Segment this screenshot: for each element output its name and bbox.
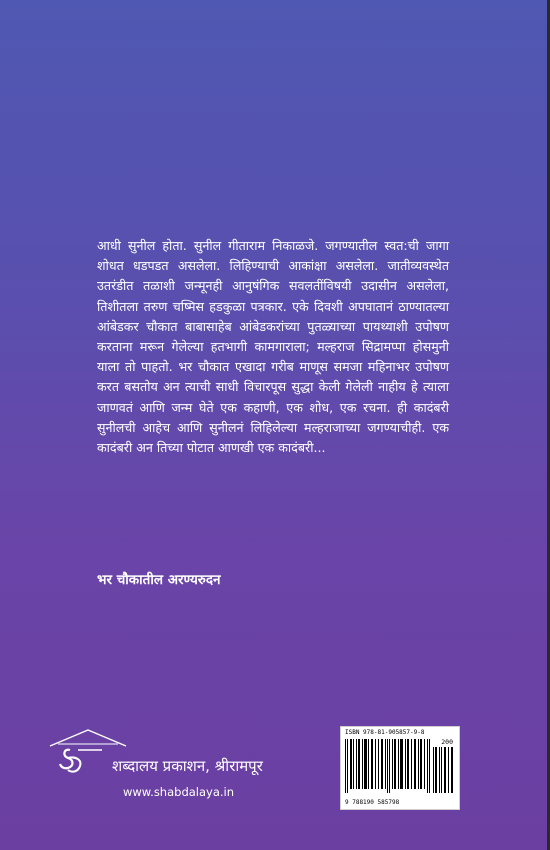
barcode-digits: 9 788190 585798: [345, 799, 400, 806]
price-label: 200: [441, 738, 453, 746]
blurb-section: [97, 236, 449, 458]
tagline: भर चौकातील अरण्यरुदन: [97, 572, 221, 588]
blurb-text: आधी सुनील होता. सुनील गीताराम निकाळजे. जगण्यातील स्वत:ची जागा शोधत धडपडत असलेला. लिहिण्याची आकांक्षा असलेला. जातीव्यवस्थेत उतरंडीत तळाशी जन्मूनही आनुषंगिक सवलतींविषयी उदासीन असलेला, तिशीतला तरुण चष्मिस हडकुळा पत्रकार. एके दिवशी अपघातानं ठाण्यातल्या आंबेडकर चौकात बाबासाहेब आंबेडकरांच्या पुतळ्याच्या पायथ्याशी उपोषण करताना मरून गेलेल्या हतभागी कामगाराला; मल्हराज सिद्रामप्पा होसमुनी याला तो पाहतो. भर चौकात एखादा गरीब माणूस समजा महिनाभर उपोषण करत बसतोय अन त्याची साधी विचारपूस सुद्धा केली गेलेली नाहीय हे त्याला जाणवतं आणि जन्म घेते एक कहाणी, एक शोध, एक रचना. ही कादंबरी सुनीलची आहेच आणि सुनीलनं लिहिलेल्या मल्हराजाच्या जगण्याचीही. एक कादंबरी अन तिच्या पोटात आणखी एक कादंबरी...: [97, 238, 449, 456]
isbn-barcode: [340, 726, 460, 810]
publisher-name: शब्दालय प्रकाशन, श्रीरामपूर: [112, 757, 263, 775]
publisher-website: www.shabdalaya.in: [123, 785, 235, 799]
price-addon-bars: [433, 747, 455, 793]
barcode-bars: [345, 739, 431, 793]
isbn-label: ISBN 978-81-905857-9-8: [345, 729, 425, 736]
